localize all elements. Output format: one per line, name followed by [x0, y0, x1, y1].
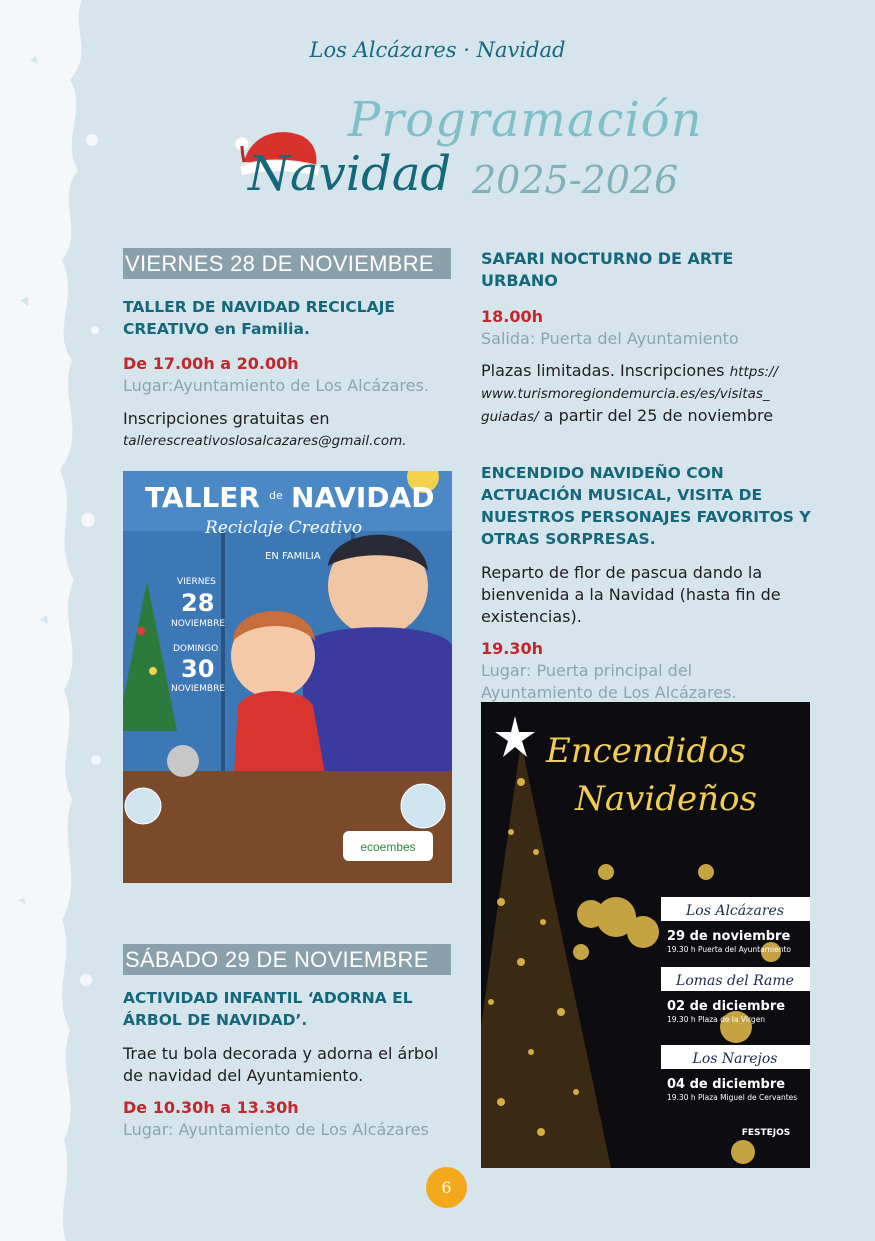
right-column — [481, 248, 811, 704]
left-column-saturday — [123, 944, 453, 1141]
date-heading-friday: VIERNES 28 DE NOVIEMBRE — [123, 248, 451, 279]
poster-sponsor-logo: ecoembes — [360, 840, 416, 854]
event-desc-encendido-l1: Reparto de flor de pascua dando la — [481, 563, 763, 582]
poster-enc-footer: FESTEJOS — [741, 1128, 791, 1138]
event-place-adorna: Lugar: Ayuntamiento de Los Alcázares — [123, 1120, 429, 1139]
left-column — [123, 248, 453, 452]
event-url-safari-a[interactable]: https:// — [729, 364, 778, 380]
snow-border-decoration — [0, 0, 120, 1241]
poster-title-de: de — [269, 489, 283, 502]
event-title-taller-l2: CREATIVO en Familia. — [123, 320, 310, 338]
title-years: 2025-2026 — [472, 158, 679, 202]
event-title-encendido-l1: ENCENDIDO NAVIDEÑO CON — [481, 464, 724, 482]
event-email-taller[interactable]: tallerescreativoslosalcazares@gmail.com. — [123, 433, 407, 449]
event-title-adorna-l1: ACTIVIDAD INFANTIL ‘ADORNA EL — [123, 989, 413, 1007]
event-desc-encendido-l3: existencias). — [481, 607, 582, 626]
event-info-safari-a: Plazas limitadas. Inscripciones — [481, 361, 725, 380]
poster-title-taller: TALLER — [145, 481, 260, 514]
date-heading-saturday: SÁBADO 29 DE NOVIEMBRE — [123, 944, 451, 975]
event-time-encendido: 19.30h — [481, 639, 543, 658]
poster-date2-num: 30 — [181, 655, 215, 683]
poster-enc-date1: 29 de noviembre — [667, 929, 791, 944]
event-title-taller-l1: TALLER DE NAVIDAD RECICLAJE — [123, 298, 395, 316]
poster-subtitle-familia: EN FAMILIA — [265, 551, 321, 562]
running-header: Los Alcázares · Navidad — [309, 38, 566, 62]
poster-encendidos-artwork — [481, 702, 810, 1168]
poster-taller-navidad — [123, 471, 452, 883]
page-number-badge: 6 — [426, 1167, 467, 1208]
poster-enc-title-l1: Encendidos — [545, 731, 747, 771]
event-info-safari-l1 — [481, 360, 811, 383]
event-info-safari-b: a partir del 25 de noviembre — [543, 406, 774, 425]
poster-enc-loc2: Lomas del Rame — [676, 973, 794, 989]
poster-date1-num: 28 — [181, 589, 215, 617]
event-desc-adorna-l1: Trae tu bola decorada y adorna el árbol — [123, 1044, 439, 1063]
event-info-safari-l3 — [481, 405, 811, 428]
event-url-safari-c[interactable]: guiadas/ — [481, 409, 539, 425]
poster-enc-det2: 19.30 h Plaza de la Virgen — [667, 1015, 766, 1024]
poster-enc-loc3: Los Narejos — [692, 1051, 778, 1067]
poster-subtitle: Reciclaje Creativo — [205, 518, 363, 538]
poster-date2-month: NOVIEMBRE — [171, 684, 226, 694]
event-time-safari: 18.00h — [481, 307, 543, 326]
page-title — [230, 92, 703, 212]
event-title-safari: SAFARI NOCTURNO DE ARTE URBANO — [481, 249, 734, 290]
event-title-adorna-l2: ÁRBOL DE NAVIDAD’. — [123, 1011, 308, 1029]
poster-taller-artwork — [123, 471, 452, 883]
event-url-safari-b[interactable]: www.turismoregiondemurcia.es/es/visitas_ — [481, 386, 770, 402]
poster-title-navidad: NAVIDAD — [291, 481, 435, 514]
poster-enc-det1: 19.30 h Puerta del Ayuntamiento — [667, 945, 791, 954]
event-desc-adorna-l2: de navidad del Ayuntamiento. — [123, 1066, 364, 1085]
event-time-adorna: De 10.30h a 13.30h — [123, 1098, 299, 1117]
event-place-encendido-l2: Ayuntamiento de Los Alcázares. — [481, 683, 737, 702]
event-place-safari: Salida: Puerta del Ayuntamiento — [481, 329, 739, 348]
title-programacion: Programación — [348, 92, 703, 148]
poster-enc-loc1: Los Alcázares — [685, 903, 785, 919]
event-title-encendido-l3: NUESTROS PERSONAJES FAVORITOS Y — [481, 508, 811, 526]
poster-encendidos-navidenos — [481, 702, 810, 1168]
event-info-taller: Inscripciones gratuitas en — [123, 409, 330, 428]
title-navidad: Navidad — [248, 146, 452, 202]
event-title-encendido-l2: ACTUACIÓN MUSICAL, VISITA DE — [481, 486, 763, 504]
poster-enc-title-l2: Navideños — [575, 779, 757, 819]
event-title-encendido-l4: OTRAS SORPRESAS. — [481, 530, 656, 548]
event-time-taller: De 17.00h a 20.00h — [123, 354, 299, 373]
poster-enc-date3: 04 de diciembre — [667, 1077, 786, 1092]
event-place-encendido-l1: Lugar: Puerta principal del — [481, 661, 693, 680]
poster-date2-day: DOMINGO — [173, 644, 219, 654]
poster-enc-date2: 02 de diciembre — [667, 999, 786, 1014]
poster-date1-month: NOVIEMBRE — [171, 619, 226, 629]
event-desc-encendido-l2: bienvenida a la Navidad (hasta fin de — [481, 585, 781, 604]
poster-enc-det3: 19.30 h Plaza Miguel de Cervantes — [667, 1093, 798, 1102]
poster-date1-day: VIERNES — [177, 577, 216, 587]
event-place-taller: Lugar:Ayuntamiento de Los Alcázares. — [123, 376, 429, 395]
